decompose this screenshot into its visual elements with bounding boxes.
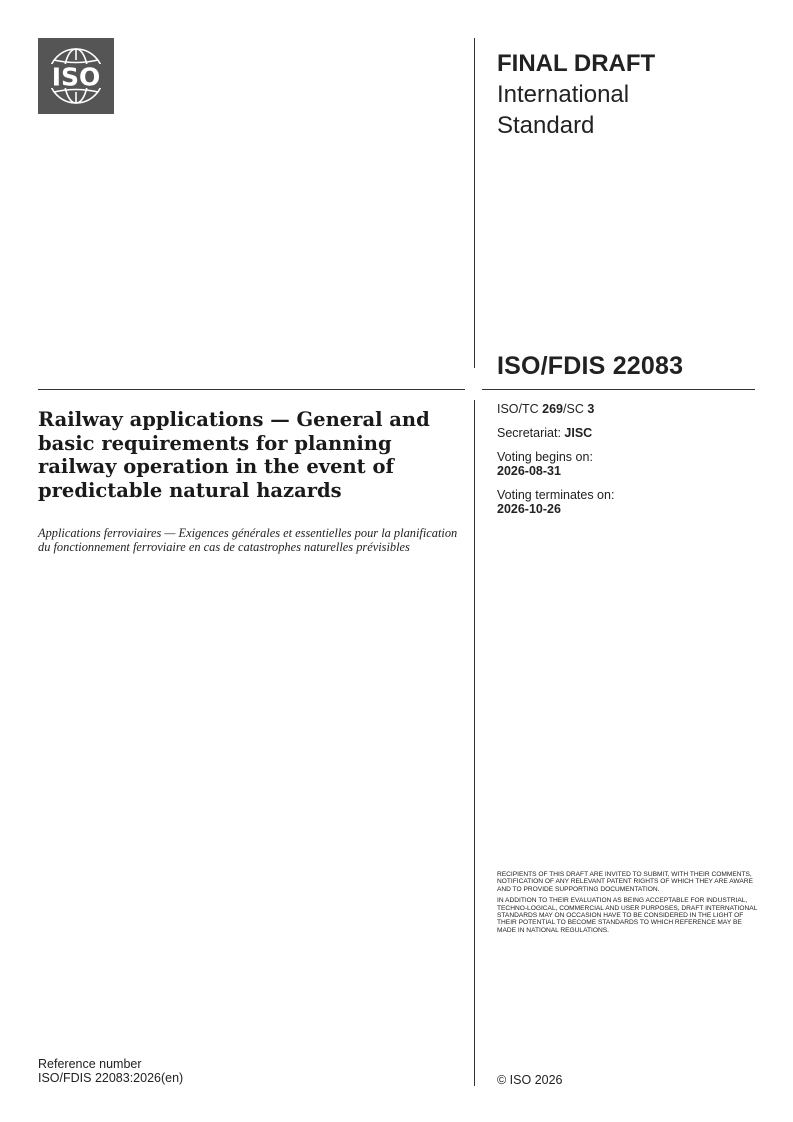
iso-globe-logo-icon — [38, 38, 114, 114]
vertical-divider-bottom — [474, 400, 475, 1086]
draft-notice — [497, 871, 759, 938]
horizontal-rule-left — [38, 389, 465, 390]
reference-label: Reference number — [38, 1057, 142, 1071]
title-english: Railway applications — General and basic requirements for planning railway operation in the event of predictable natural hazards — [38, 408, 430, 502]
document-status — [497, 48, 767, 141]
notice-paragraph-patents: RECIPIENTS OF THIS DRAFT ARE INVITED TO SUBMIT, WITH THEIR COMMENTS, NOTIFICATION OF ANY RELEVANT PATENT RIGHTS OF WHICH THEY ARE AWARE AND TO PROVIDE SUPPORTING DOCUMENTATION. — [497, 871, 753, 893]
horizontal-rule-right — [482, 389, 755, 390]
iso-logo-text: ISO — [51, 62, 101, 92]
committee-separator: /SC — [563, 402, 588, 416]
vertical-divider-top — [474, 38, 475, 368]
reference-value: ISO/FDIS 22083:2026(en) — [38, 1070, 184, 1085]
status-international: International — [497, 81, 630, 108]
status-final-draft: FINAL DRAFT — [497, 50, 656, 77]
voting-terminates-date: 2026-10-26 — [497, 502, 561, 516]
notice-paragraph-evaluation: IN ADDITION TO THEIR EVALUATION AS BEING ACCEPTABLE FOR INDUSTRIAL, TECHNO-LOGICAL, COMMERCIAL AND USER PURPOSES, DRAFT INTERNATIONAL STANDARDS MAY ON OCCASION HAVE TO BE CONSIDERED IN THE LIGHT OF THEIR POTENTIAL TO BECOME STANDARDS TO WHICH REFERENCE MAY BE MADE IN NATIONAL REGULATIONS. — [497, 897, 758, 934]
document-number: ISO/FDIS 22083 — [497, 352, 684, 380]
voting-begins-date: 2026-08-31 — [497, 464, 561, 478]
committee-line — [497, 402, 767, 416]
committee-tc: 269 — [542, 402, 564, 416]
document-meta — [497, 402, 767, 526]
voting-terminates-label: Voting terminates on: — [497, 488, 615, 502]
secretariat-label: Secretariat: — [497, 426, 565, 440]
iso-logo — [38, 38, 114, 114]
secretariat-line — [497, 426, 767, 440]
reference-number — [38, 1058, 183, 1085]
committee-sc: 3 — [587, 402, 595, 416]
committee-prefix: ISO/TC — [497, 402, 543, 416]
voting-begins — [497, 450, 767, 478]
secretariat-value: JISC — [564, 426, 593, 440]
title-french: Applications ferroviaires — Exigences générales et essentielles pour la planification du fonctionnement ferroviaire en cas de catastrophes naturelles prévisibles — [38, 526, 458, 554]
copyright: © ISO 2026 — [497, 1073, 563, 1087]
voting-begins-label: Voting begins on: — [497, 450, 593, 464]
voting-terminates — [497, 488, 767, 516]
status-standard: Standard — [497, 112, 595, 139]
